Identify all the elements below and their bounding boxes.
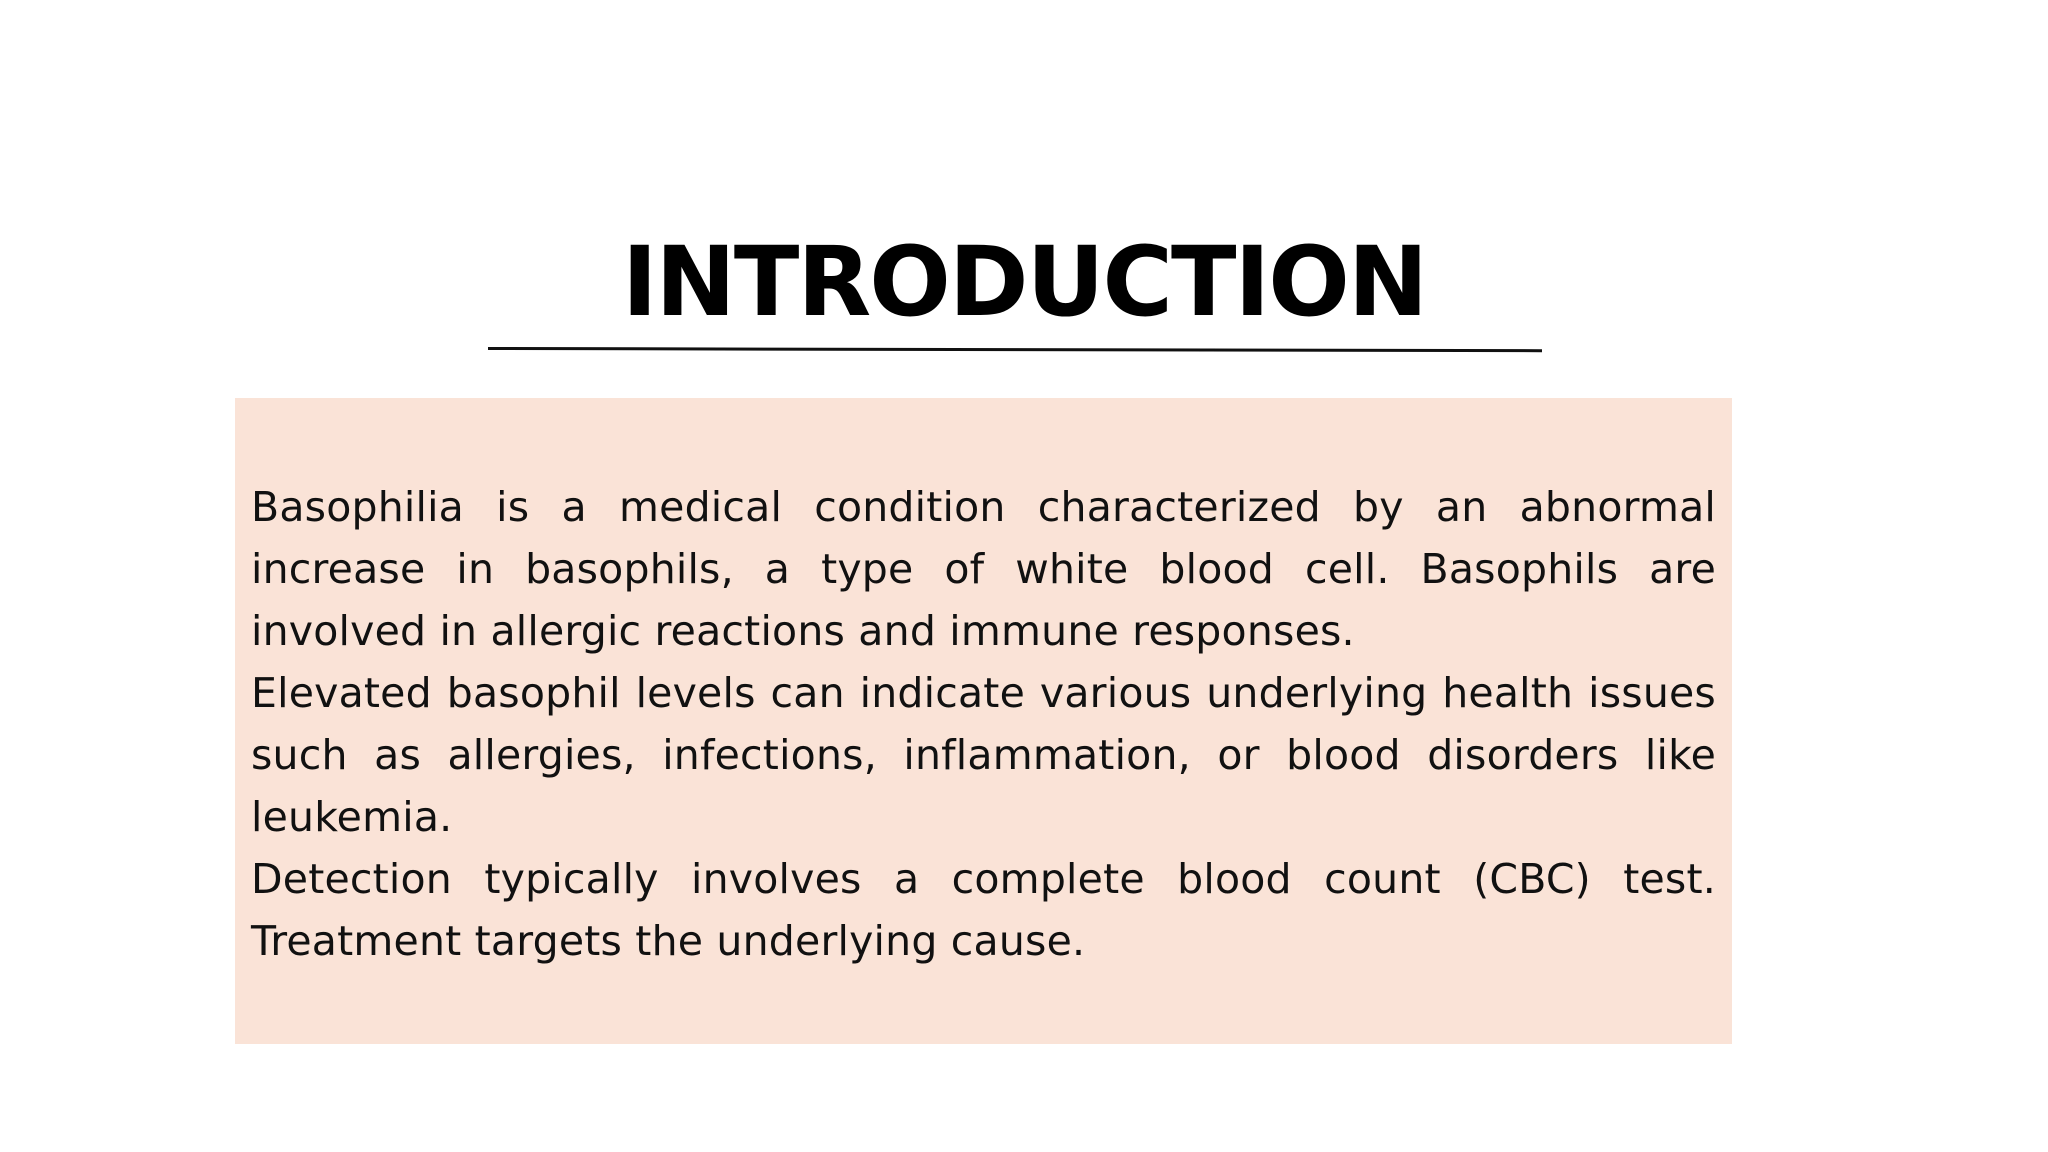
slide-title: INTRODUCTION: [621, 226, 1427, 338]
paragraph-definition: Basophilia is a medical condition characterized by an abnormal increase in basophils, a type of white blood cell. Basophils are involved in allergic reactions and immune responses.: [251, 483, 1716, 655]
introduction-text-panel: [235, 398, 1732, 1044]
paragraph-detection: Detection typically involves a complete blood count (CBC) test. Treatment targets the underlying cause.: [251, 855, 1716, 965]
paragraph-causes: Elevated basophil levels can indicate various underlying health issues such as allergies, infections, inflammation, or blood disorders like leukemia.: [251, 669, 1716, 841]
title-underline: [488, 347, 1542, 352]
introduction-body: [251, 476, 1716, 972]
